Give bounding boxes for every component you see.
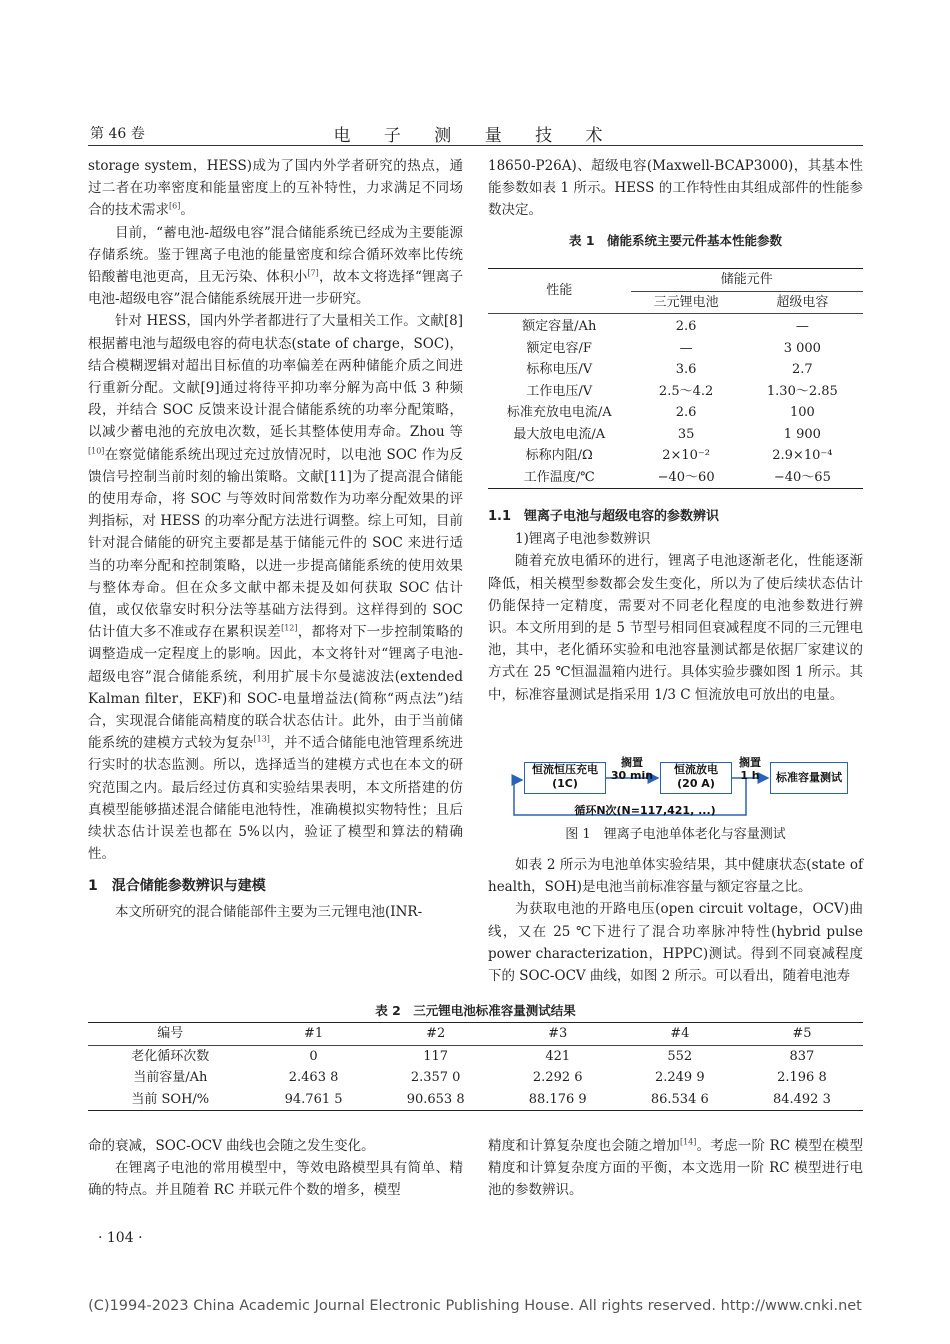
paragraph: [88, 155, 463, 222]
table-cell: 工作温度/℃: [523, 469, 595, 485]
bottom-right-text: [488, 1135, 863, 1202]
discharge-step-box: [660, 762, 732, 794]
table-cell: 标准充放电电流/A: [506, 405, 612, 420]
right-column: [488, 155, 863, 252]
right-column-lower: [488, 854, 863, 987]
table-header-row: [488, 269, 863, 292]
header-cell: 超级电容: [742, 291, 863, 314]
header-cell: 储能元件: [631, 269, 864, 292]
arrow-label: 搁置: [621, 756, 643, 769]
citation: [14]: [679, 1137, 697, 1147]
table-cell: 2×10⁻²: [662, 448, 710, 463]
rest-label-1: [608, 756, 656, 782]
table-row: [488, 338, 863, 360]
table-cell: −40～60: [657, 469, 715, 485]
text: ，故本文将选择“锂离子电池-超级电容”混合储能系统展开进一步研究。: [88, 269, 464, 308]
arrow-label: 搁置: [739, 756, 761, 769]
table-row: [488, 467, 863, 489]
paragraph: [488, 1135, 863, 1202]
header-cell: #4: [619, 1023, 741, 1046]
table-cell: 117: [423, 1048, 449, 1064]
table-cell: 3 000: [783, 340, 821, 356]
table-cell: —: [795, 319, 809, 334]
header-cell: 性能: [488, 269, 631, 314]
paragraph: 18650-P26A)、超级电容(Maxwell-BCAP3000)，其基本性能参数如表 1 所示。HESS 的工作特性由其组成部件的性能参数决定。: [488, 158, 863, 219]
table-cell: 1.30～2.85: [766, 383, 838, 399]
table-row: [488, 424, 863, 446]
text: 。: [180, 202, 194, 219]
table1: [488, 268, 863, 489]
table-row: [488, 445, 863, 467]
sub-heading: 1)锂离子电池参数辨识: [515, 531, 651, 548]
table-cell: 100: [789, 405, 815, 420]
table-cell: 标称电压/V: [526, 362, 593, 377]
arrow-label: 1 h: [740, 769, 760, 782]
table-cell: 当前容量/Ah: [133, 1070, 208, 1085]
citation: [7]: [307, 268, 319, 278]
text: ，都将对下一步控制策略的调整造成一定程度上的影响。因此，本文将针对“锂离子电池-超级电容”混合储能系统，利用扩展卡尔曼滤波法(extended Kalman filter，EKF)和 SOC-电量增益法(简称“两点法”)结合，实现混合储能高精度的联合状态估计。此外，由于当前储能系统的建模方式较为复杂: [88, 624, 464, 752]
table-cell: 0: [309, 1048, 318, 1064]
table-cell: 额定容量/Ah: [522, 319, 597, 334]
paragraph: 如表 2 所示为电池单体实验结果，其中健康状态(state of health，SOH)是电池当前标准容量与额定容量之比。: [488, 857, 863, 896]
text: 针对 HESS，国内外学者都进行了大量相关工作。文献[8]根据蓄电池与超级电容的荷电状态(state of charge，SOC)，结合模糊逻辑对超出目标值的功率偏差在两种储能介质之间进行重新分配。文献[9]通过将待平抑功率分解为高中低 3 种频段，并结合 SOC 反馈来设计混合储能系统的功率分配策略，以减少蓄电池的充放电次数，延长其整体使用寿命。Zhou 等: [88, 313, 463, 441]
table-cell: 老化循环次数: [131, 1048, 210, 1064]
box-label: (20 A): [677, 777, 715, 790]
volume-label: 第 46 卷: [90, 126, 145, 142]
paragraph: 为获取电池的开路电压(open circuit voltage，OCV)曲线，又在 25 ℃下进行了混合功率脉冲特性(hybrid pulse power characterization，HPPC)测试。得到不同衰减程度下的 SOC-OCV 曲线，如图 2 所示。可以看出，随着电池寿: [488, 901, 863, 985]
table-cell: 86.534 6: [650, 1091, 709, 1107]
table-cell: 额定电容/F: [526, 340, 592, 356]
text: 精度和计算复杂度也会随之增加: [488, 1138, 680, 1154]
table-header-row: [88, 1023, 863, 1046]
citation: [12]: [281, 623, 298, 633]
table-row: [88, 1089, 863, 1111]
box-label: 恒流恒压充电: [532, 763, 598, 776]
rest-label-2: [732, 756, 768, 782]
table-cell: 2.196 8: [777, 1070, 827, 1085]
table-cell: 94.761 5: [284, 1091, 343, 1107]
table-cell: 最大放电电流/A: [513, 426, 606, 442]
header-cell: #1: [253, 1023, 375, 1046]
right-column-body: [488, 506, 863, 706]
paragraph: 随着充放电循环的进行，锂离子电池逐渐老化，性能逐渐降低，相关模型参数都会发生变化，所以为了使后续状态估计仍能保持一定精度，需要对不同老化程度的电池参数进行辨识。本文所用到的是 5 节型号相同但衰减程度不同的三元锂电池，其中，老化循环实验和电池容量测试都是依据厂家建议的方式在 25 ℃恒温温箱内进行。具体实验步骤如图 1 所示。其中，标准容量测试是指采用 1/3 C 恒流放电可放出的电量。: [488, 553, 863, 703]
table2-caption: 表 2 三元锂电池标准容量测试结果: [375, 1003, 576, 1018]
section-heading: 1 混合储能参数辨识与建模: [88, 877, 266, 894]
table-cell: 2.7: [792, 362, 813, 377]
text: 在察觉储能系统出现过充过放情况时，以电池 SOC 作为反馈信号控制当前时刻的输出策略。文献[11]为了提高混合储能的使用寿命，将 SOC 与等效时间常数作为功率分配效果的评判指标，对 HESS 的功率分配方法进行调整。综上可知，目前针对混合储能的研究主要都是基于储能元件的 SOC 来进行适当的功率分配和控制策略，以进一步提高储能系统的使用效果与整体寿命。但在众多文献中都未提及如何获取 SOC 估计值，或仅依靠安时积分法等基础方法得到。这样得到的 SOC 估计值大多不准或存在累积误差: [88, 446, 463, 641]
table-cell: −40～65: [773, 469, 831, 485]
table-cell: 标称内阻/Ω: [525, 448, 593, 463]
header-rule: [88, 145, 863, 146]
header-cell: 三元锂电池: [631, 291, 742, 314]
page-number: · 104 ·: [98, 1230, 143, 1246]
table-cell: 35: [677, 426, 695, 442]
header-cell: #3: [497, 1023, 619, 1046]
text: 。考虑一阶 RC 模型在模型精度和计算复杂度方面的平衡，本文选用一阶 RC 模型进行电池的参数辨识。: [488, 1138, 864, 1199]
citation: [6]: [169, 201, 181, 211]
box-label: 恒流放电: [674, 763, 718, 776]
table2: [88, 1022, 863, 1111]
arrow-label: 30 min: [610, 769, 654, 782]
table-row: [488, 402, 863, 424]
table-cell: 421: [545, 1048, 571, 1064]
table1-caption: 表 1 储能系统主要元件基本性能参数: [568, 232, 783, 248]
table-cell: 2.357 0: [410, 1070, 461, 1085]
journal-title: 电 子 测 量 技 术: [333, 126, 617, 146]
paragraph: 本文所研究的混合储能部件主要为三元锂电池(INR-: [115, 903, 423, 920]
table-cell: 84.492 3: [772, 1091, 831, 1107]
table-row: [488, 359, 863, 381]
table-row: [88, 1045, 863, 1067]
figure1-caption: 图 1 锂离子电池单体老化与容量测试: [565, 827, 786, 842]
table-cell: 1 900: [783, 426, 821, 442]
left-column: [88, 155, 463, 923]
paragraph: 在锂离子电池的常用模型中，等效电路模型具有简单、精确的特点。并且随着 RC 并联元件个数的增多，模型: [88, 1160, 463, 1199]
text: storage system，HESS)成为了国内外学者研究的热点，通过二者在功率密度和能量密度上的互补特性，力求满足不同场合的技术需求: [88, 158, 463, 219]
text: 目前，“蓄电池-超级电容”混合储能系统已经成为主要能源存储系统。鉴于锂离子电池的能量密度和综合循环效率比传统铅酸蓄电池更高，且无污染、体积小: [88, 224, 463, 286]
text: ，并不适合储能电池管理系统进行实时的状态监测。所以，选择适当的建模方式也在本文的研究范围之内。最后经过仿真和实验结果表明，本文所搭建的仿真模型能够描述混合储能电池特性，准确模拟实物特性；且后续状态估计误差也都在 5%以内，验证了模型和算法的精确性。: [88, 735, 464, 863]
citation: [13]: [253, 734, 270, 744]
figure1: [510, 756, 850, 818]
paragraph: [88, 222, 463, 311]
table-cell: 837: [789, 1048, 815, 1064]
table-cell: 2.5～4.2: [658, 383, 714, 399]
table-cell: 当前 SOH/%: [131, 1091, 210, 1107]
table-cell: 88.176 9: [528, 1091, 587, 1107]
table-cell: 2.292 6: [532, 1070, 583, 1085]
paragraph: 命的衰减，SOC-OCV 曲线也会随之发生变化。: [88, 1138, 375, 1154]
loop-label: 循环N次(N=117,421, ...): [574, 804, 716, 817]
citation: [10]: [88, 446, 105, 456]
bottom-left-text: [88, 1135, 463, 1202]
table-cell: —: [679, 340, 693, 356]
box-label: (1C): [552, 777, 578, 790]
capacity-test-box: 标准容量测试: [770, 762, 848, 794]
charge-step-box: [524, 762, 606, 794]
paragraph: [88, 310, 463, 865]
copyright-footer: (C)1994-2023 China Academic Journal Electronic Publishing House. All rights reserved. http://www.cnki.net: [88, 1298, 862, 1314]
table-row: [488, 381, 863, 403]
subsection-heading: 1.1 锂离子电池与超级电容的参数辨识: [488, 509, 720, 524]
table-cell: 90.653 8: [406, 1091, 465, 1107]
header-cell: #2: [375, 1023, 497, 1046]
table-row: [488, 314, 863, 338]
table-cell: 552: [667, 1048, 693, 1064]
table-cell: 2.6: [675, 405, 697, 420]
table-cell: 2.6: [675, 319, 697, 334]
table-cell: 3.6: [675, 362, 697, 377]
table-cell: 2.9×10⁻⁴: [772, 448, 833, 463]
header-cell: #5: [741, 1023, 863, 1046]
table-cell: 工作电压/V: [526, 383, 593, 399]
table-row: [88, 1067, 863, 1089]
header-cell: 编号: [88, 1023, 253, 1046]
table-cell: 2.249 9: [654, 1070, 705, 1085]
table-cell: 2.463 8: [288, 1070, 339, 1085]
